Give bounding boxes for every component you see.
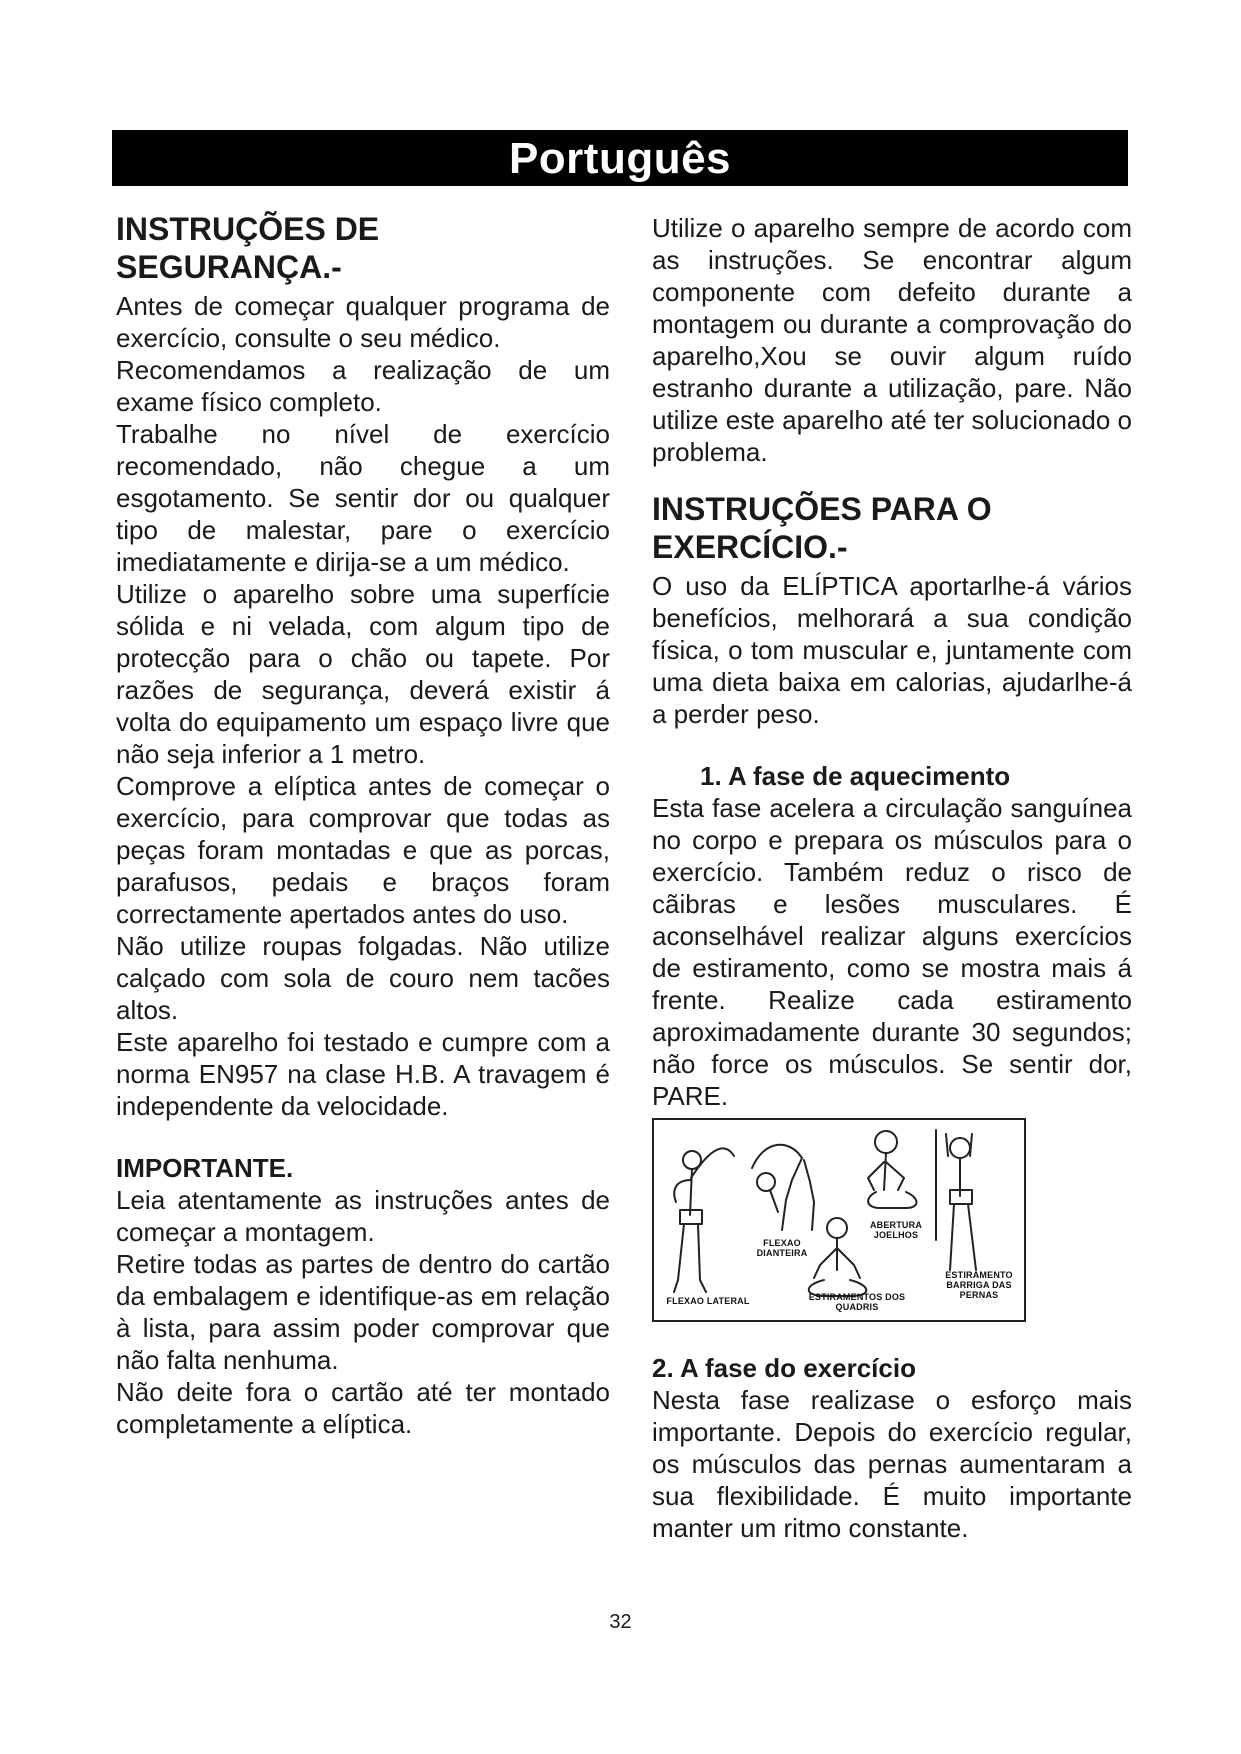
right-column xyxy=(652,212,1132,1544)
left-column xyxy=(116,210,610,1440)
exercise-paragraph: O uso da ELÍPTICA aportarlhe-á vários benefícios, melhorará a sua condição física, o tom muscular e, juntamente com uma dieta baixa em calorias, ajudarlhe-á a perder peso. xyxy=(652,571,1132,729)
front-flex-figure xyxy=(752,1145,814,1230)
important-heading: IMPORTANTE. xyxy=(116,1153,294,1183)
safety-paragraph: Não utilize roupas folgadas. Não utilize calçado com sola de couro nem tacões altos. xyxy=(116,931,610,1025)
safety-paragraph: Antes de começar qualquer programa de exercício, consulte o seu médico. xyxy=(116,291,610,353)
safety-heading: INSTRUÇÕES DE SEGURANÇA.- xyxy=(116,211,380,285)
lateral-flex-figure xyxy=(674,1148,734,1292)
safety-paragraph: Este aparelho foi testado e cumpre com a norma EN957 na clase H.B. A travagem é independente da velocidade. xyxy=(116,1027,610,1121)
figure-label-hips: ESTIRAMENTOS DOS QUADRIS xyxy=(808,1292,906,1312)
exercise-phase-heading: 2. A fase do exercício xyxy=(652,1353,916,1383)
figure-label-lateral: FLEXAO LATERAL xyxy=(666,1296,750,1306)
page-number: 32 xyxy=(609,1611,632,1633)
warmup-heading: 1. A fase de aquecimento xyxy=(700,761,1011,791)
knees-opening-figure xyxy=(868,1131,917,1208)
figure-label-knees: ABERTURA JOELHOS xyxy=(869,1220,923,1240)
language-header-bar xyxy=(112,130,1128,186)
language-title: Português xyxy=(508,134,732,183)
important-paragraph: Leia atentamente as instruções antes de começar a montagem. xyxy=(116,1185,610,1247)
exercise-heading: INSTRUÇÕES PARA O EXERCÍCIO.- xyxy=(652,491,992,565)
safety-paragraph: Comprove a elíptica antes de começar o exercício, para comprovar que todas as peças foram montadas e que as porcas, parafusos, pedais e braços foram correctamente apertados antes do uso. xyxy=(116,771,610,929)
safety-paragraph: Trabalhe no nível de exercício recomendado, não chegue a um esgotamento. Se sentir dor ou qualquer tipo de malestar, pare o exercício imediatamente e dirija-se a um médico. xyxy=(116,419,610,577)
hips-stretch-figure xyxy=(809,1218,867,1296)
exercise-phase-paragraph: Nesta fase realizase o esforço mais importante. Depois do exercício regular, os músculos das pernas aumentaram a sua flexibilidade. É muito importante manter um ritmo constante. xyxy=(652,1385,1132,1543)
legs-stretch-figure xyxy=(936,1130,976,1270)
stretching-illustration xyxy=(652,1118,1026,1322)
safety-paragraph: Recomendamos a realização de um exame físico completo. xyxy=(116,355,610,417)
important-paragraph: Retire todas as partes de dentro do cartão da embalagem e identifique-as em relação à lista, para assim poder comprovar que não falta nenhuma. xyxy=(116,1249,610,1375)
warmup-paragraph: Esta fase acelera a circulação sanguínea no corpo e prepara os músculos para o exercício. Também reduz o risco de cãibras e lesões musculares. É aconselhável realizar alguns exercícios de estiramento, como se mostra mais á frente. Realize cada estiramento aproximadamente durante 30 segundos; não force os músculos. Se sentir dor, PARE. xyxy=(652,793,1132,1111)
figure-label-legs: ESTIRAMENTO BARRIGA DAS PERNAS xyxy=(945,1270,1013,1300)
figure-label-front: FLEXAO DIANTEIRA xyxy=(756,1238,808,1258)
safety-paragraph: Utilize o aparelho sobre uma superfície sólida e ni velada, com algum tipo de protecção para o chão ou tapete. Por razões de segurança, deverá existir á volta do equipamento um espaço livre que não seja inferior a 1 metro. xyxy=(116,579,610,769)
intro-paragraph: Utilize o aparelho sempre de acordo com as instruções. Se encontrar algum componente com defeito durante a montagem ou durante a comprovação do aparelho,Xou se ouvir algum ruído estranho durante a utilização, pare. Não utilize este aparelho até ter solucionado o problema. xyxy=(652,213,1132,467)
important-paragraph: Não deite fora o cartão até ter montado completamente a elíptica. xyxy=(116,1377,610,1439)
